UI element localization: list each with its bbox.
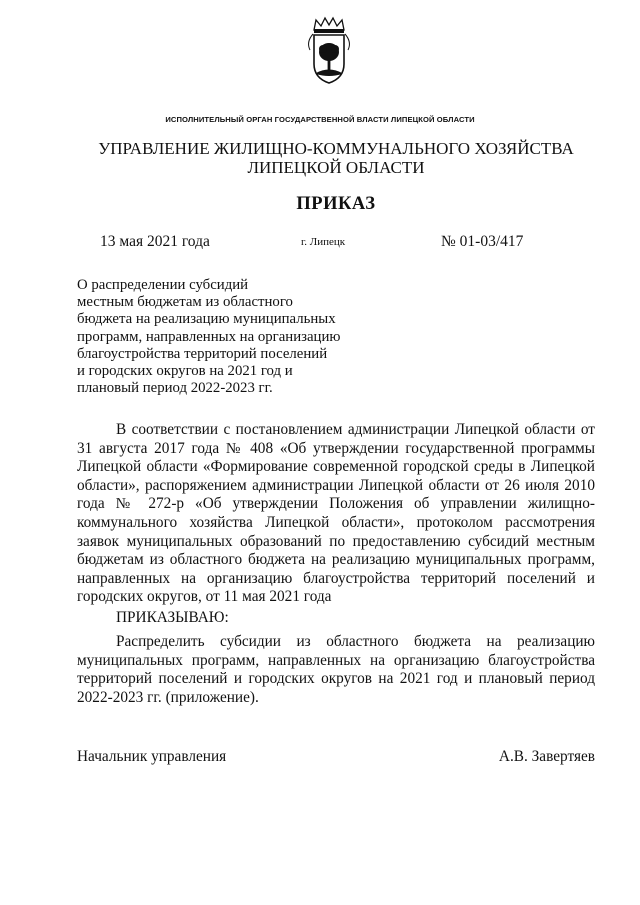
subject-line: и городских округов на 2021 год и xyxy=(77,363,293,380)
subject-line: О распределении субсидий xyxy=(77,277,249,293)
document-type: ПРИКАЗ xyxy=(296,194,376,214)
organization-title-line-1: УПРАВЛЕНИЕ ЖИЛИЩНО-КОММУНАЛЬНОГО ХОЗЯЙСТВА xyxy=(98,139,574,158)
document-subject xyxy=(77,277,407,397)
subject-line: местным бюджетам из областного xyxy=(77,294,293,311)
document-number: № 01-03/417 xyxy=(441,233,524,250)
signatory-name: А.В. Завертяев xyxy=(498,748,595,765)
order-paragraph: Распределить субсидии из областного бюджета на реализацию муниципальных программ, направленных на организацию благоустройства территорий поселений и городских округов на 2021 год и плановый период 2022-2023 гг. (приложение). xyxy=(77,633,595,706)
lipetsk-region-coat-of-arms-icon xyxy=(302,16,356,86)
authority-line: ИСПОЛНИТЕЛЬНЫЙ ОРГАН ГОСУДАРСТВЕННОЙ ВЛАСТИ ЛИПЕЦКОЙ ОБЛАСТИ xyxy=(165,115,475,124)
organization-title xyxy=(0,139,640,177)
preamble-paragraph: В соответствии с постановлением администрации Липецкой области от 31 августа 2017 года № 408 «Об утверждении государственной программы Липецкой области «Формирование современной городской среды в Липецкой области», распоряжением администрации Липецкой области от 26 июля 2010 года № 272-р «Об утверждении Положения об управлении жилищно-коммунального хозяйства Липецкой области», протоколом рассмотрения заявок муниципальных образований по предоставлению субсидий местным бюджетам из областного бюджета на реализацию муниципальных программ, направленных на организацию благоустройства территорий поселений и городских округов, от 11 мая 2021 года xyxy=(77,421,595,606)
order-keyword: ПРИКАЗЫВАЮ: xyxy=(116,609,229,626)
subject-line: плановый период 2022-2023 гг. xyxy=(77,380,273,397)
signatory-position: Начальник управления xyxy=(77,748,227,765)
subject-line: благоустройства территорий поселений xyxy=(77,345,328,362)
organization-title-line-2: ЛИПЕЦКОЙ ОБЛАСТИ xyxy=(247,158,425,177)
subject-line: программ, направленных на организацию xyxy=(77,328,341,345)
document-city: г. Липецк xyxy=(301,236,346,248)
subject-line: бюджета на реализацию муниципальных xyxy=(77,311,336,328)
document-date: 13 мая 2021 года xyxy=(100,233,210,250)
